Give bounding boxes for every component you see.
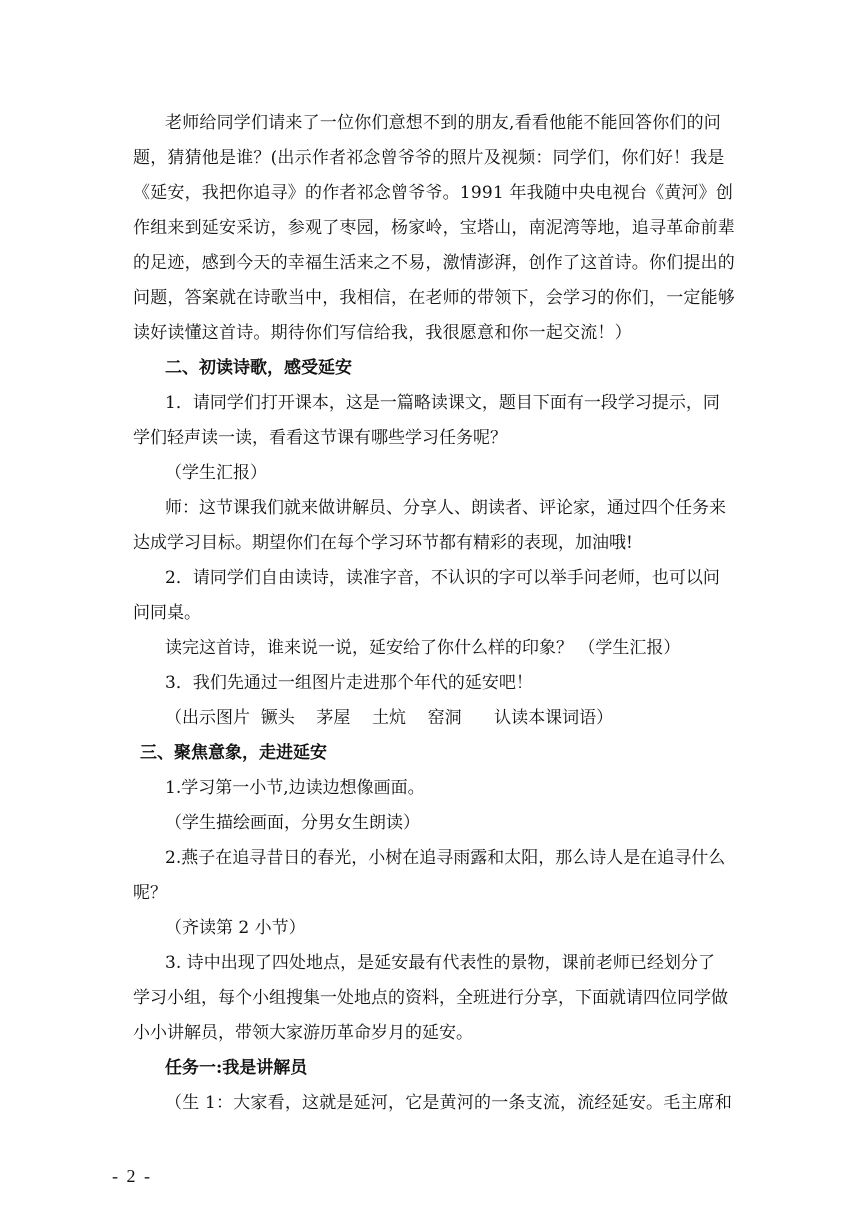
paragraph-line: 老师给同学们请来了一位你们意想不到的朋友,看看他能不能回答你们的问 (165, 113, 722, 133)
paragraph-line: 读好读懂这首诗。期待你们写信给我，我很愿意和你一起交流！） (133, 323, 632, 343)
paragraph-line: 《延安，我把你追寻》的作者祁念曾爷爷。1991 年我随中央电视台《黄河》创 (133, 183, 734, 203)
paragraph-line: 3．我们先通过一组图片走进那个年代的延安吧！ (165, 673, 533, 693)
paragraph-line: 3. 诗中出现了四处地点，是延安最有代表性的景物，课前老师已经划分了 (165, 953, 715, 973)
page-number: - 2 - (112, 1166, 152, 1186)
section-heading: 任务一:我是讲解员 (165, 1058, 308, 1078)
paragraph-line: （生 1：大家看，这就是延河，它是黄河的一条支流，流经延安。毛主席和 (165, 1093, 733, 1113)
paragraph-line: 2．请同学们自由读诗，读准字音，不认识的字可以举手问老师，也可以问 (165, 568, 720, 588)
paragraph-line: 作组来到延安采访，参观了枣园，杨家岭，宝塔山，南泥湾等地，追寻革命前辈 (133, 218, 735, 238)
paragraph-line: 学习小组，每个小组搜集一处地点的资料，全班进行分享，下面就请四位同学做 (133, 988, 728, 1008)
paragraph-line: 读完这首诗，谁来说一说，延安给了你什么样的印象？ （学生汇报） (165, 638, 681, 658)
paragraph-line: 师：这节课我们就来做讲解员、分享人、朗读者、评论家，通过四个任务来 (165, 498, 726, 518)
paragraph-line: 学们轻声读一读，看看这节课有哪些学习任务呢？ (133, 428, 507, 448)
paragraph-line: 题，猜猜他是谁？(出示作者祁念曾爷爷的照片及视频：同学们，你们好！我是 (133, 148, 725, 168)
paragraph-line: 呢？ (133, 883, 167, 903)
paragraph-line: （齐读第 2 小节） (165, 918, 306, 938)
paragraph-line: 达成学习目标。期望你们在每个学习环节都有精彩的表现，加油哦! (133, 533, 633, 553)
paragraph-line: （学生描绘画面，分男女生朗读） (165, 813, 420, 833)
paragraph-line: （学生汇报） (165, 463, 267, 483)
paragraph-line: 1．请同学们打开课本，这是一篇略读课文，题目下面有一段学习提示，同 (165, 393, 720, 413)
section-heading: 三、聚焦意象，走进延安 (140, 743, 327, 763)
paragraph-line: 问题，答案就在诗歌当中，我相信，在老师的带领下，会学习的你们，一定能够 (133, 288, 735, 308)
paragraph-line: 1.学习第一小节,边读边想像画面。 (165, 778, 425, 798)
paragraph-line: 问同桌。 (133, 603, 201, 623)
paragraph-line: 2.燕子在追寻昔日的春光，小树在追寻雨露和太阳，那么诗人是在追寻什么 (165, 848, 726, 868)
paragraph-line: （出示图片 镢头 茅屋 土炕 窑洞 认读本课词语） (165, 708, 614, 728)
section-heading: 二、初读诗歌，感受延安 (165, 358, 352, 378)
paragraph-line: 的足迹，感到今天的幸福生活来之不易，激情澎湃，创作了这首诗。你们提出的 (133, 253, 735, 273)
paragraph-line: 小小讲解员，带领大家游历革命岁月的延安。 (133, 1023, 473, 1043)
